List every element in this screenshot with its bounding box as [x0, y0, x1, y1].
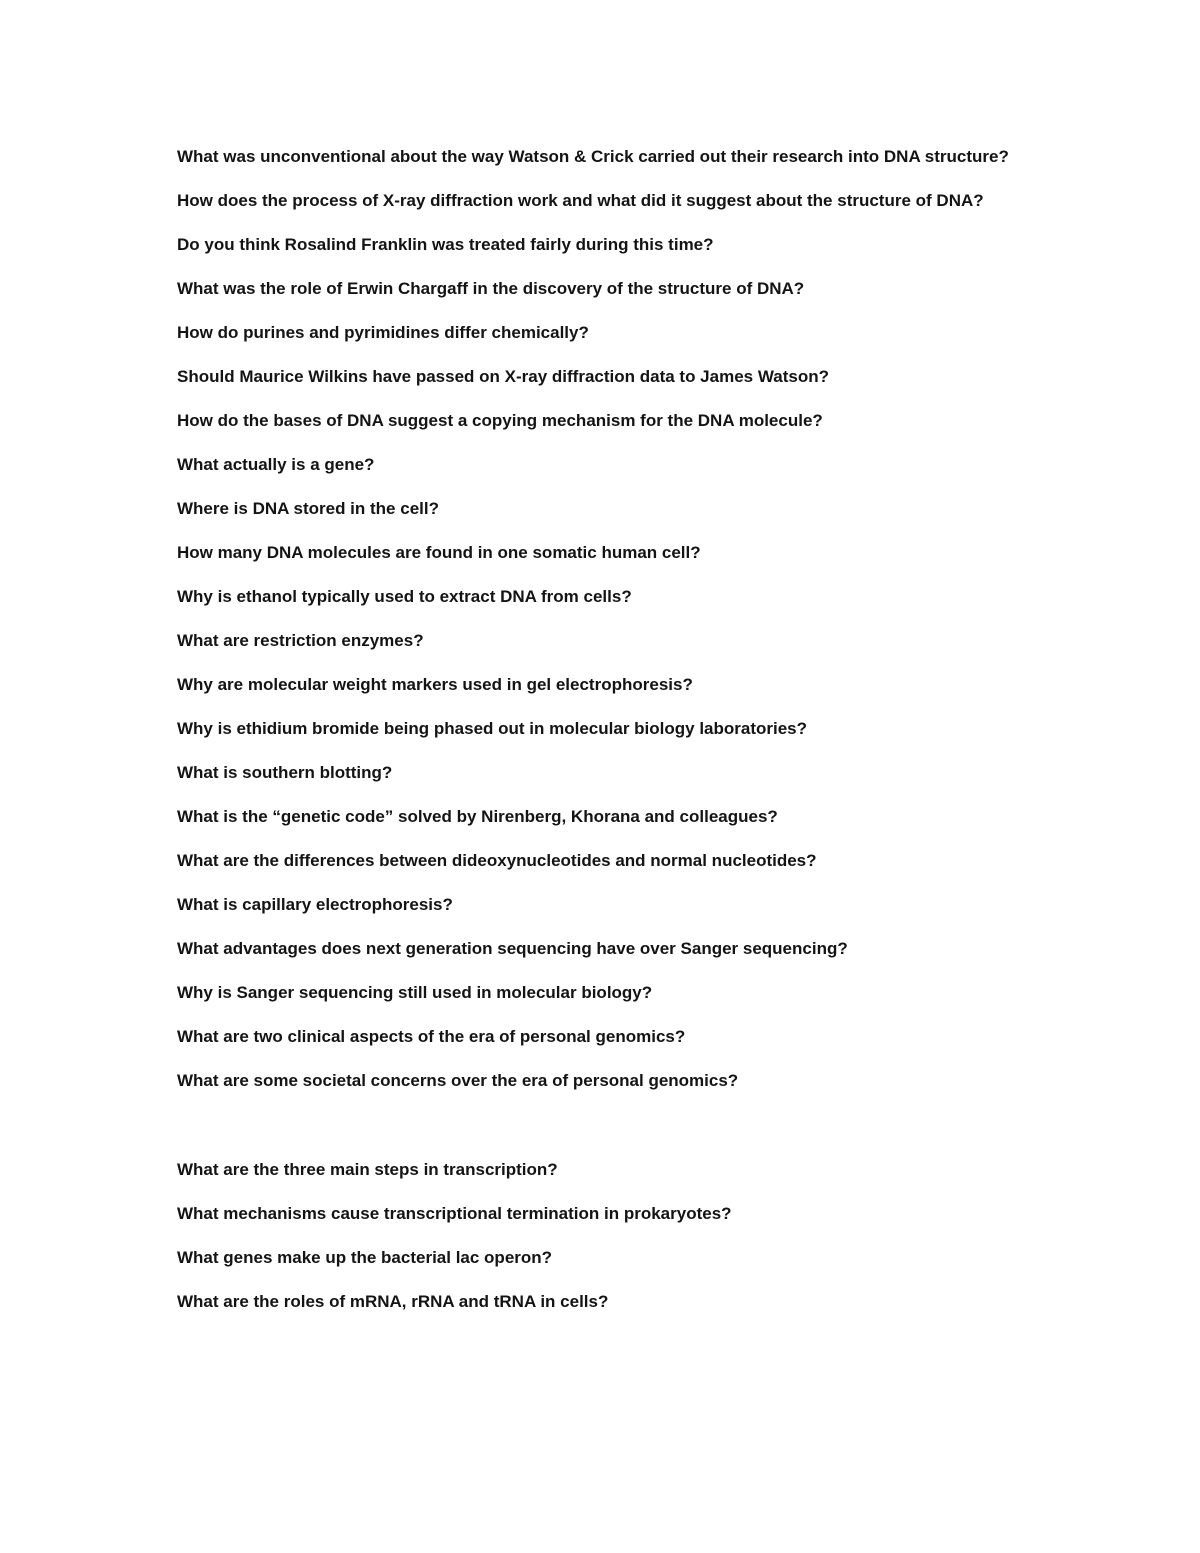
question-8: What actually is a gene?	[177, 455, 375, 474]
question-26: What are the roles of mRNA, rRNA and tRNA in cells?	[177, 1292, 609, 1311]
question-3: Do you think Rosalind Franklin was treated fairly during this time?	[177, 235, 714, 254]
question-18: What is capillary electrophoresis?	[177, 895, 453, 914]
question-19: What advantages does next generation sequencing have over Sanger sequencing?	[177, 939, 848, 958]
question-13: Why are molecular weight markers used in gel electrophoresis?	[177, 675, 693, 694]
question-2: How does the process of X-ray diffraction work and what did it suggest about the structure of DNA?	[177, 191, 984, 210]
section-spacer	[177, 1111, 1037, 1156]
question-21: What are two clinical aspects of the era of personal genomics?	[177, 1027, 686, 1046]
question-22: What are some societal concerns over the era of personal genomics?	[177, 1071, 739, 1090]
question-11: Why is ethanol typically used to extract DNA from cells?	[177, 587, 632, 606]
question-17: What are the differences between dideoxynucleotides and normal nucleotides?	[177, 851, 817, 870]
question-23: What are the three main steps in transcription?	[177, 1160, 558, 1179]
question-25: What genes make up the bacterial lac operon?	[177, 1248, 553, 1267]
question-10: How many DNA molecules are found in one somatic human cell?	[177, 543, 701, 562]
question-7: How do the bases of DNA suggest a copying mechanism for the DNA molecule?	[177, 411, 823, 430]
question-14: Why is ethidium bromide being phased out in molecular biology laboratories?	[177, 719, 808, 738]
question-5: How do purines and pyrimidines differ chemically?	[177, 323, 589, 342]
question-24: What mechanisms cause transcriptional termination in prokaryotes?	[177, 1204, 732, 1223]
question-16: What is the “genetic code” solved by Nirenberg, Khorana and colleagues?	[177, 807, 778, 826]
question-6: Should Maurice Wilkins have passed on X-ray diffraction data to James Watson?	[177, 367, 829, 386]
question-15: What is southern blotting?	[177, 763, 393, 782]
question-list	[177, 143, 1037, 1332]
question-4: What was the role of Erwin Chargaff in the discovery of the structure of DNA?	[177, 279, 805, 298]
question-9: Where is DNA stored in the cell?	[177, 499, 439, 518]
question-1: What was unconventional about the way Watson & Crick carried out their research into DNA structure?	[177, 147, 1009, 166]
question-12: What are restriction enzymes?	[177, 631, 424, 650]
question-20: Why is Sanger sequencing still used in molecular biology?	[177, 983, 653, 1002]
